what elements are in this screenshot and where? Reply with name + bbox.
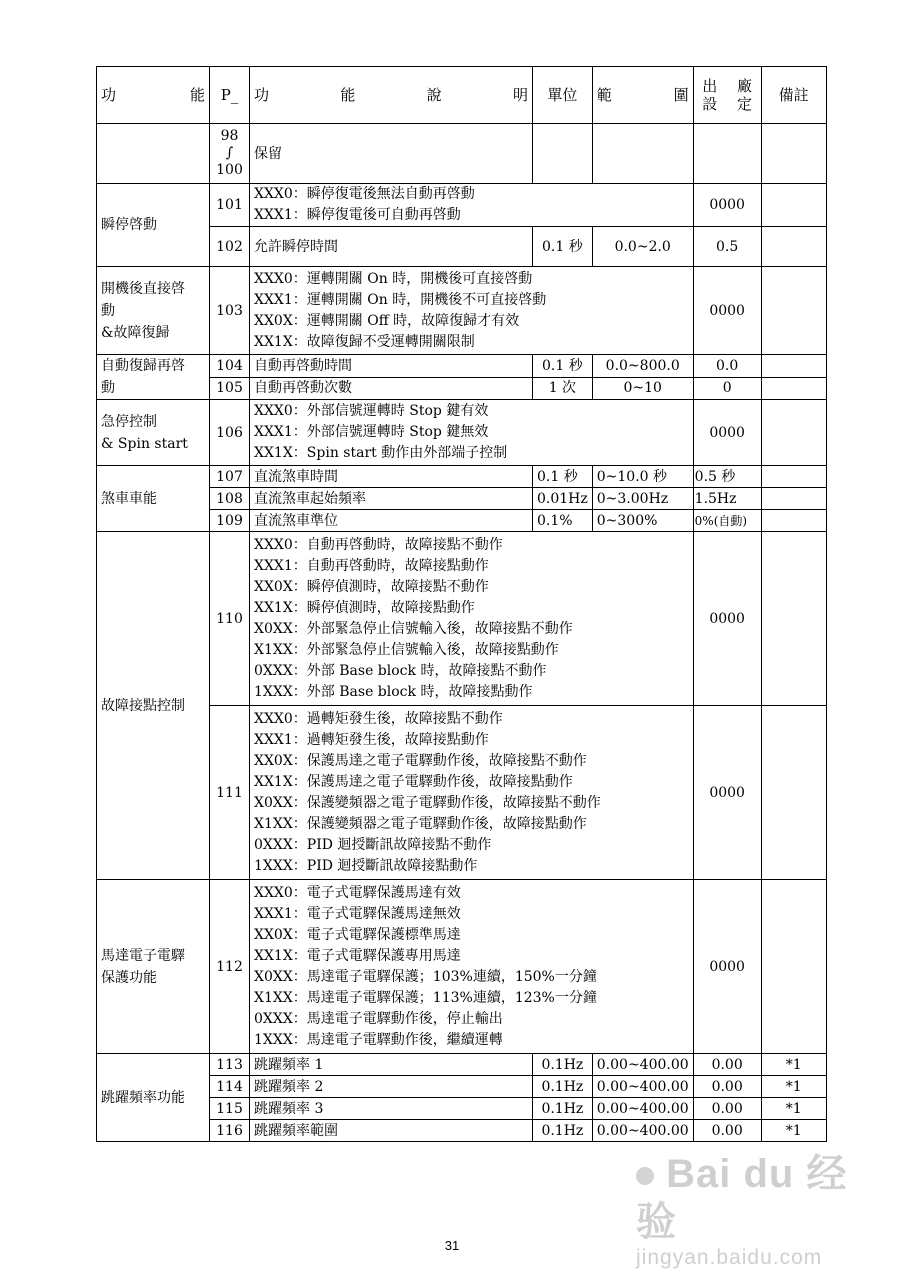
table-row [97,1054,827,1076]
param-description: XXX0：運轉開關 On 時，開機後可直接啓動 XXX1：運轉開關 On 時，開機後不可直接啓動 XX0X：運轉開關 Off 時，故障復歸才有效 XX1X：故障復歸不受運轉開關限制 [250,267,694,355]
watermark-logo: Bai du 经验 [636,1152,848,1244]
param-number: 115 [210,1098,250,1120]
function-group: 馬達電子電驛 保護功能 [97,880,210,1054]
factory-setting: 1.5Hz [693,488,761,510]
factory-setting: 0000 [693,706,761,880]
factory-setting: 0.00 [693,1076,761,1098]
function-group: 煞車車能 [97,466,210,532]
note: *1 [761,1098,826,1120]
param-description: XXX0：過轉矩發生後，故障接點不動作 XXX1：過轉矩發生後，故障接點動作 XX0X：保護馬達之電子電驛動作後，故障接點不動作 XX1X：保護馬達之電子電驛動作後，故障接點動作 X0XX：保護變頻器之電子電驛動作後，故障接點不動作 X1XX：保護變頻器之電子電驛動作後，故障接點動作 0XXX：PID 迴授斷訊故障接點不動作 1XXX：PID 迴授斷訊故障接點動作 [250,706,694,880]
factory-setting: 0.00 [693,1098,761,1120]
param-description: 跳躍頻率 3 [250,1098,533,1120]
function-group: 急停控制 & Spin start [97,400,210,466]
function-group: 瞬停啓動 [97,184,210,267]
param-description: XXX0：自動再啓動時，故障接點不動作 XXX1：自動再啓動時，故障接點動作 XX0X：瞬停偵測時，故障接點不動作 XX1X：瞬停偵測時，故障接點動作 X0XX：外部緊急停止信號輸入後，故障接點不動作 X1XX：外部緊急停止信號輸入後，故障接點動作 0XXX：外部 Base block 時，故障接點不動作 1XXX：外部 Base block 時，故障接點動作 [250,532,694,706]
param-description: 直流煞車準位 [250,510,533,532]
param-description: 直流煞車時間 [250,466,533,488]
factory-setting: 0 [693,377,761,400]
param-number: 98 ∫ 100 [210,124,250,184]
unit: 0.1 秒 [533,227,593,267]
note: *1 [761,1076,826,1098]
factory-setting: 0.00 [693,1054,761,1076]
param-number: 108 [210,488,250,510]
table-row [97,466,827,488]
param-description: XXX0：瞬停復電後無法自動再啓動 XXX1：瞬停復電後可自動再啓動 [250,184,694,227]
unit: 0.1 秒 [533,466,593,488]
factory-setting: 0000 [693,184,761,227]
param-description: 跳躍頻率範圍 [250,1120,533,1142]
function-group: 跳躍頻率功能 [97,1054,210,1142]
header-note: 備註 [761,67,826,124]
param-description: 允許瞬停時間 [250,227,533,267]
param-number: 112 [210,880,250,1054]
param-number: 110 [210,532,250,706]
param-number: 104 [210,355,250,378]
param-description: 自動再啓動次數 [250,377,533,400]
table-row [97,400,827,466]
table-row [97,532,827,706]
factory-setting: 0000 [693,532,761,706]
param-description: XXX0：外部信號運轉時 Stop 鍵有效 XXX1：外部信號運轉時 Stop 鍵無效 XX1X：Spin start 動作由外部端子控制 [250,400,694,466]
header-function: 功 能 [97,67,210,124]
range: 0.00~400.00 [592,1120,693,1142]
unit: 0.1 秒 [533,355,593,378]
param-description: 直流煞車起始頻率 [250,488,533,510]
note: *1 [761,1120,826,1142]
range: 0.0~800.0 [592,355,693,378]
param-description: 跳躍頻率 1 [250,1054,533,1076]
param-number: 111 [210,706,250,880]
param-number: 102 [210,227,250,267]
table-row [97,124,827,184]
param-number: 114 [210,1076,250,1098]
factory-setting: 0.00 [693,1120,761,1142]
range: 0.0~2.0 [592,227,693,267]
param-description: XXX0：電子式電驛保護馬達有效 XXX1：電子式電驛保護馬達無效 XX0X：電子式電驛保護標準馬達 XX1X：電子式電驛保護專用馬達 X0XX：馬達電子電驛保護；103%連續，150%一分鐘 X1XX：馬達電子電驛保護；113%連續，123%一分鐘 0XXX：馬達電子電驛動作後，停止輸出 1XXX：馬達電子電驛動作後，繼續運轉 [250,880,694,1054]
table-row [97,880,827,1054]
range: 0~10.0 秒 [592,466,693,488]
param-number: 101 [210,184,250,227]
function-group: 故障接點控制 [97,532,210,880]
unit: 1 次 [533,377,593,400]
baidu-watermark [636,1150,876,1269]
function-group: 開機後直接啓 動 &故障復歸 [97,267,210,355]
factory-setting: 0000 [693,880,761,1054]
param-description: 自動再啓動時間 [250,355,533,378]
param-number: 103 [210,267,250,355]
param-number: 107 [210,466,250,488]
unit: 0.1Hz [533,1076,593,1098]
factory-setting: 0.5 [693,227,761,267]
factory-setting: 0.5 秒 [693,466,761,488]
range: 0~3.00Hz [592,488,693,510]
watermark-url: jingyan.baidu.com [636,1246,823,1269]
range: 0.00~400.00 [592,1098,693,1120]
range: 0~10 [592,377,693,400]
factory-setting: 0000 [693,267,761,355]
parameter-table [96,66,827,1142]
param-number: 116 [210,1120,250,1142]
table-row [97,355,827,378]
header-range: 範 圍 [592,67,693,124]
page-number: 31 [444,1238,460,1253]
unit: 0.1Hz [533,1054,593,1076]
function-group: 自動復歸再啓 動 [97,355,210,400]
unit: 0.1Hz [533,1098,593,1120]
unit: 0.01Hz [533,488,593,510]
table-row [97,267,827,355]
table-row [97,184,827,227]
param-number: 105 [210,377,250,400]
param-description: 跳躍頻率 2 [250,1076,533,1098]
factory-setting: 0%(自動) [693,510,761,532]
header-unit: 單位 [533,67,593,124]
param-number: 106 [210,400,250,466]
factory-setting: 0.0 [693,355,761,378]
unit: 0.1Hz [533,1120,593,1142]
range: 0.00~400.00 [592,1054,693,1076]
unit: 0.1% [533,510,593,532]
header-param: P_ [210,67,250,124]
note: *1 [761,1054,826,1076]
range: 0~300% [592,510,693,532]
paw-icon [636,1167,654,1185]
range: 0.00~400.00 [592,1076,693,1098]
factory-setting: 0000 [693,400,761,466]
header-row [97,67,827,124]
param-number: 113 [210,1054,250,1076]
param-description: 保留 [250,124,533,184]
header-description: 功 能 說 明 [250,67,533,124]
param-number: 109 [210,510,250,532]
header-factory-setting: 出 廠 設 定 [693,67,761,124]
